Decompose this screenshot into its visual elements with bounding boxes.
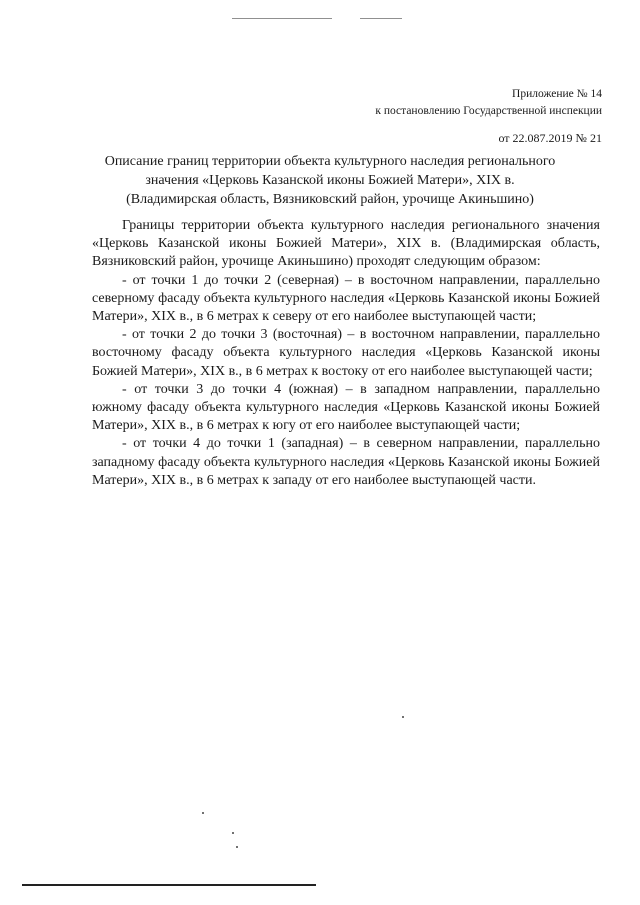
- annex-number: Приложение № 14: [512, 88, 602, 100]
- boundary-point-1-2: - от точки 1 до точки 2 (северная) – в восточном направлении, параллельно северному фасаду объекта культурного наследия «Церковь Казанской иконы Божией Матери», XIX в., в 6 метрах к северу от его наиболее выступающей части;: [92, 272, 600, 325]
- scan-mark-top: [232, 18, 332, 19]
- intro-paragraph: Границы территории объекта культурного наследия регионального значения «Церковь Казанской иконы Божией Матери», XIX в. (Владимирская область, Вязниковский район, урочище Акиньшино) проходят следующим образом:: [92, 218, 600, 270]
- annex-header: [375, 86, 602, 147]
- scan-speck: [232, 832, 234, 834]
- scan-speck: [402, 716, 404, 718]
- scan-speck: [236, 846, 238, 848]
- scan-mark-bottom: [22, 884, 316, 886]
- title-line-2: значения «Церковь Казанской иконы Божией Матери», XIX в.: [145, 173, 515, 188]
- scan-speck: [202, 812, 204, 814]
- document-body: [92, 217, 600, 490]
- title-line-1: Описание границ территории объекта культурного наследия регионального: [104, 154, 556, 169]
- annex-date-number: от 22.087.2019 № 21: [498, 131, 602, 145]
- document-title: [60, 152, 600, 209]
- title-line-3: (Владимирская область, Вязниковский район, урочище Акиньшино): [126, 192, 534, 207]
- annex-reference: к постановлению Государственной инспекции: [375, 105, 602, 117]
- boundary-point-4-1: - от точки 4 до точки 1 (западная) – в северном направлении, параллельно западному фасаду объекта культурного наследия «Церковь Казанской иконы Божией Матери», XIX в., в 6 метрах к западу от его наиболее выступающей части.: [92, 436, 600, 488]
- boundary-point-2-3: - от точки 2 до точки 3 (восточная) – в восточном направлении, параллельно восточному фасаду объекта культурного наследия «Церковь Казанской иконы Божией Матери», XIX в., в 6 метрах к востоку от его наиболее выступающей части;: [92, 327, 600, 379]
- boundary-point-3-4: - от точки 3 до точки 4 (южная) – в западном направлении, параллельно южному фасаду объекта культурного наследия «Церковь Казанской иконы Божией Матери», XIX в., в 6 метрах к югу от его наиболее выступающей части;: [92, 381, 600, 434]
- scan-mark-top-right: [360, 18, 402, 19]
